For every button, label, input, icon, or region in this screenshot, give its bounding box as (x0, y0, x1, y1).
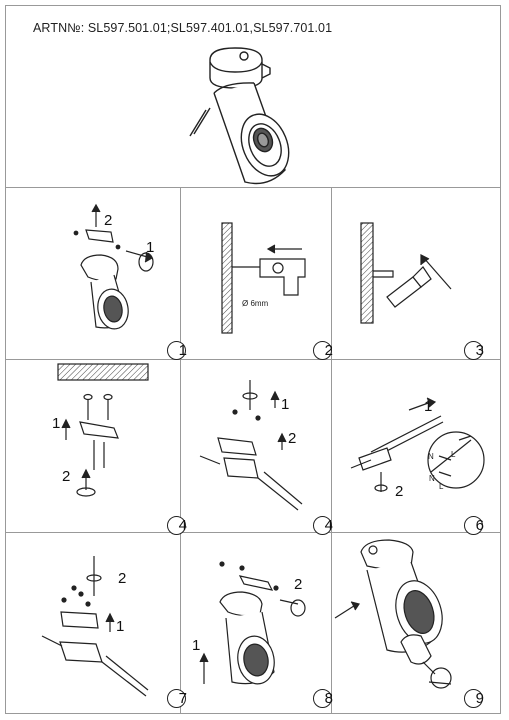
step-number: 4 (167, 516, 186, 535)
step-6-panel (331, 360, 501, 532)
step-number: 3 (464, 341, 483, 360)
step-9-illustration (331, 532, 501, 714)
step-number: 6 (464, 516, 483, 535)
terminal-label: L (439, 482, 444, 491)
arrow-label: 2 (395, 483, 404, 500)
arrow-label: 2 (104, 212, 113, 229)
step-2-illustration (180, 187, 330, 357)
step-4a-illustration (6, 360, 179, 532)
step-number: 2 (313, 341, 332, 360)
step-4b-illustration (180, 360, 330, 532)
step-9-panel (331, 532, 501, 714)
step-6-illustration (331, 360, 501, 532)
step-3-panel (331, 187, 501, 357)
article-numbers: ARTN№: SL597.501.01;SL597.401.01,SL597.701.01 (33, 21, 333, 35)
arrow-label: 2 (288, 430, 297, 447)
arrow-label: 2 (294, 576, 303, 593)
step-1-illustration (6, 187, 179, 357)
terminal-label: N (428, 452, 434, 461)
arrow-label: 1 (281, 396, 290, 413)
arrow-label: 2 (62, 468, 71, 485)
arrow-label: 1 (52, 415, 61, 432)
arrow-label: 1 (116, 618, 125, 635)
step-3-illustration (331, 187, 501, 357)
terminal-label: N (429, 474, 435, 483)
step-number: 7 (167, 689, 186, 708)
product-illustration (170, 38, 330, 193)
arrow-label: 2 (118, 570, 127, 587)
drill-diameter: Ø 6mm (242, 299, 269, 308)
step-8-panel (180, 532, 333, 714)
step-4a-panel (6, 360, 187, 534)
arrow-label: 1 (424, 398, 433, 415)
arrow-label: 1 (146, 239, 155, 256)
arrow-label: 1 (192, 637, 201, 654)
step-2-panel (180, 187, 333, 359)
step-8-illustration (180, 532, 330, 714)
step-number: 8 (313, 689, 332, 708)
step-number: 4 (313, 516, 332, 535)
step-1-panel (6, 187, 187, 359)
step-4b-panel (180, 360, 333, 534)
step-number: 9 (464, 689, 483, 708)
step-7-illustration (6, 532, 179, 714)
terminal-label: L (451, 450, 456, 459)
step-7-panel (6, 532, 187, 714)
step-number: 1 (167, 341, 186, 360)
